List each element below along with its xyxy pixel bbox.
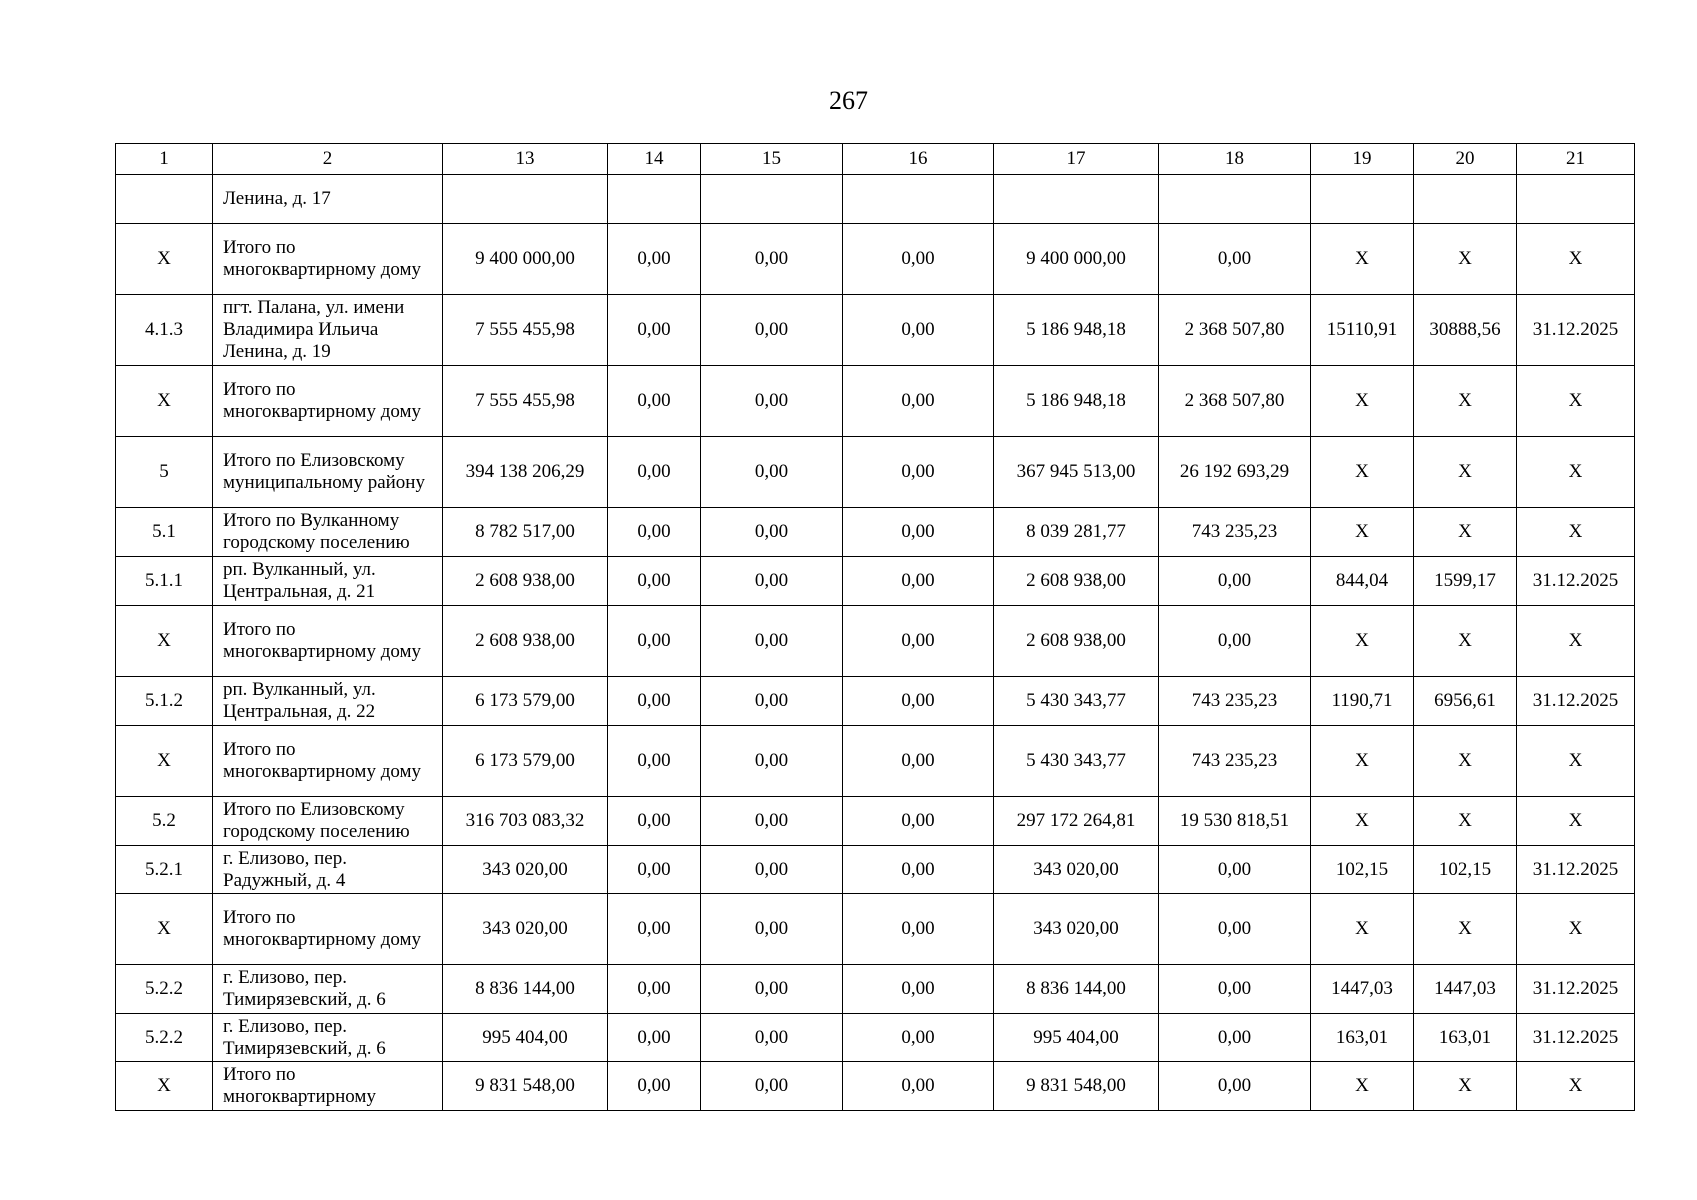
- value-cell: 9 831 548,00: [443, 1062, 608, 1111]
- address-cell: пгт. Палана, ул. имени Владимира Ильича Ленина, д. 19: [213, 295, 443, 366]
- address-cell: Итого по Вулканному городскому поселению: [213, 508, 443, 557]
- header-cell: 1: [116, 144, 213, 175]
- table-row: [116, 846, 1635, 894]
- value-cell: 0,00: [701, 1062, 843, 1111]
- value-cell: 8 039 281,77: [994, 508, 1159, 557]
- table-row: [116, 894, 1635, 965]
- address-cell: Итого по многоквартирному: [213, 1062, 443, 1111]
- table-row: [116, 1062, 1635, 1111]
- table-row: [116, 366, 1635, 437]
- header-cell: 19: [1311, 144, 1414, 175]
- table-row: [116, 1014, 1635, 1062]
- value-cell: X: [1311, 366, 1414, 437]
- value-cell: 844,04: [1311, 557, 1414, 606]
- value-cell: 6 173 579,00: [443, 726, 608, 797]
- row-number-cell: X: [116, 894, 213, 965]
- value-cell: 31.12.2025: [1517, 846, 1635, 894]
- value-cell: 0,00: [701, 557, 843, 606]
- value-cell: [608, 175, 701, 224]
- value-cell: 102,15: [1414, 846, 1517, 894]
- value-cell: X: [1311, 894, 1414, 965]
- row-number-cell: X: [116, 366, 213, 437]
- data-table: [115, 143, 1635, 1111]
- value-cell: 0,00: [701, 437, 843, 508]
- value-cell: 0,00: [608, 797, 701, 846]
- row-number-cell: 5: [116, 437, 213, 508]
- value-cell: 9 400 000,00: [994, 224, 1159, 295]
- value-cell: 0,00: [608, 437, 701, 508]
- address-cell: рп. Вулканный, ул. Центральная, д. 22: [213, 677, 443, 726]
- value-cell: [1517, 175, 1635, 224]
- page-number: 267: [829, 86, 868, 115]
- table-row: [116, 175, 1635, 224]
- value-cell: 31.12.2025: [1517, 1014, 1635, 1062]
- value-cell: X: [1517, 437, 1635, 508]
- table-row: [116, 437, 1635, 508]
- value-cell: 0,00: [1159, 557, 1311, 606]
- value-cell: X: [1414, 797, 1517, 846]
- header-row: [116, 144, 1635, 175]
- row-number-cell: 5.2.2: [116, 965, 213, 1014]
- value-cell: 0,00: [701, 366, 843, 437]
- value-cell: 0,00: [608, 894, 701, 965]
- value-cell: 343 020,00: [994, 846, 1159, 894]
- value-cell: 0,00: [843, 1014, 994, 1062]
- value-cell: 0,00: [701, 508, 843, 557]
- value-cell: 297 172 264,81: [994, 797, 1159, 846]
- value-cell: 0,00: [701, 295, 843, 366]
- value-cell: [701, 175, 843, 224]
- value-cell: 316 703 083,32: [443, 797, 608, 846]
- value-cell: 0,00: [843, 677, 994, 726]
- header-cell: 16: [843, 144, 994, 175]
- header-cell: 15: [701, 144, 843, 175]
- value-cell: 26 192 693,29: [1159, 437, 1311, 508]
- header-cell: 2: [213, 144, 443, 175]
- address-cell: Итого по многоквартирному дому: [213, 726, 443, 797]
- value-cell: 0,00: [843, 965, 994, 1014]
- value-cell: [843, 175, 994, 224]
- value-cell: 2 368 507,80: [1159, 366, 1311, 437]
- value-cell: 7 555 455,98: [443, 295, 608, 366]
- value-cell: 2 608 938,00: [994, 557, 1159, 606]
- value-cell: 0,00: [608, 846, 701, 894]
- address-cell: рп. Вулканный, ул. Центральная, д. 21: [213, 557, 443, 606]
- value-cell: 1447,03: [1414, 965, 1517, 1014]
- value-cell: 1447,03: [1311, 965, 1414, 1014]
- value-cell: 102,15: [1311, 846, 1414, 894]
- value-cell: 9 400 000,00: [443, 224, 608, 295]
- value-cell: 0,00: [843, 224, 994, 295]
- value-cell: [1414, 175, 1517, 224]
- value-cell: X: [1517, 1062, 1635, 1111]
- value-cell: 995 404,00: [994, 1014, 1159, 1062]
- value-cell: 394 138 206,29: [443, 437, 608, 508]
- value-cell: 0,00: [608, 1062, 701, 1111]
- value-cell: 0,00: [843, 508, 994, 557]
- value-cell: X: [1414, 366, 1517, 437]
- value-cell: X: [1311, 224, 1414, 295]
- value-cell: 0,00: [701, 965, 843, 1014]
- value-cell: 0,00: [701, 1014, 843, 1062]
- value-cell: 0,00: [701, 606, 843, 677]
- value-cell: X: [1414, 1062, 1517, 1111]
- value-cell: X: [1517, 797, 1635, 846]
- value-cell: 5 186 948,18: [994, 295, 1159, 366]
- value-cell: 0,00: [608, 606, 701, 677]
- row-number-cell: 5.2.1: [116, 846, 213, 894]
- value-cell: 0,00: [608, 508, 701, 557]
- table-row: [116, 726, 1635, 797]
- value-cell: 2 608 938,00: [443, 606, 608, 677]
- value-cell: 5 430 343,77: [994, 677, 1159, 726]
- address-cell: Итого по многоквартирному дому: [213, 606, 443, 677]
- value-cell: 0,00: [608, 726, 701, 797]
- value-cell: 995 404,00: [443, 1014, 608, 1062]
- row-number-cell: 4.1.3: [116, 295, 213, 366]
- value-cell: X: [1311, 508, 1414, 557]
- value-cell: X: [1517, 606, 1635, 677]
- row-number-cell: 5.2.2: [116, 1014, 213, 1062]
- value-cell: 6 173 579,00: [443, 677, 608, 726]
- value-cell: 8 782 517,00: [443, 508, 608, 557]
- row-number-cell: 5.1.2: [116, 677, 213, 726]
- table-row: [116, 557, 1635, 606]
- value-cell: 5 430 343,77: [994, 726, 1159, 797]
- header-cell: 14: [608, 144, 701, 175]
- value-cell: X: [1517, 894, 1635, 965]
- value-cell: 0,00: [1159, 894, 1311, 965]
- value-cell: 1190,71: [1311, 677, 1414, 726]
- address-cell: Ленина, д. 17: [213, 175, 443, 224]
- value-cell: 163,01: [1414, 1014, 1517, 1062]
- value-cell: X: [1311, 726, 1414, 797]
- table-row: [116, 965, 1635, 1014]
- value-cell: 743 235,23: [1159, 677, 1311, 726]
- table-row: [116, 508, 1635, 557]
- value-cell: 0,00: [843, 1062, 994, 1111]
- value-cell: 0,00: [701, 846, 843, 894]
- value-cell: X: [1311, 1062, 1414, 1111]
- value-cell: 2 608 938,00: [443, 557, 608, 606]
- table-row: [116, 295, 1635, 366]
- value-cell: 0,00: [1159, 224, 1311, 295]
- value-cell: 0,00: [608, 557, 701, 606]
- value-cell: X: [1517, 508, 1635, 557]
- value-cell: 0,00: [1159, 1062, 1311, 1111]
- value-cell: 1599,17: [1414, 557, 1517, 606]
- value-cell: X: [1517, 224, 1635, 295]
- value-cell: 0,00: [843, 606, 994, 677]
- value-cell: 2 608 938,00: [994, 606, 1159, 677]
- value-cell: 7 555 455,98: [443, 366, 608, 437]
- table-row: [116, 797, 1635, 846]
- value-cell: 367 945 513,00: [994, 437, 1159, 508]
- value-cell: X: [1414, 437, 1517, 508]
- row-number-cell: 5.1: [116, 508, 213, 557]
- value-cell: 0,00: [701, 224, 843, 295]
- value-cell: 8 836 144,00: [994, 965, 1159, 1014]
- value-cell: 163,01: [1311, 1014, 1414, 1062]
- value-cell: 15110,91: [1311, 295, 1414, 366]
- header-cell: 13: [443, 144, 608, 175]
- row-number-cell: X: [116, 726, 213, 797]
- value-cell: 0,00: [701, 797, 843, 846]
- value-cell: 2 368 507,80: [1159, 295, 1311, 366]
- value-cell: 31.12.2025: [1517, 965, 1635, 1014]
- value-cell: 31.12.2025: [1517, 295, 1635, 366]
- row-number-cell: X: [116, 224, 213, 295]
- value-cell: X: [1414, 726, 1517, 797]
- header-cell: 21: [1517, 144, 1635, 175]
- value-cell: 31.12.2025: [1517, 677, 1635, 726]
- value-cell: [1311, 175, 1414, 224]
- value-cell: 0,00: [608, 295, 701, 366]
- value-cell: 743 235,23: [1159, 508, 1311, 557]
- value-cell: [994, 175, 1159, 224]
- value-cell: 0,00: [1159, 965, 1311, 1014]
- value-cell: 743 235,23: [1159, 726, 1311, 797]
- value-cell: 0,00: [843, 295, 994, 366]
- value-cell: 5 186 948,18: [994, 366, 1159, 437]
- row-number-cell: X: [116, 1062, 213, 1111]
- value-cell: 0,00: [608, 1014, 701, 1062]
- value-cell: X: [1311, 797, 1414, 846]
- value-cell: 0,00: [843, 726, 994, 797]
- header-cell: 18: [1159, 144, 1311, 175]
- value-cell: 0,00: [608, 366, 701, 437]
- value-cell: X: [1311, 437, 1414, 508]
- value-cell: 31.12.2025: [1517, 557, 1635, 606]
- address-cell: Итого по многоквартирному дому: [213, 224, 443, 295]
- row-number-cell: 5.2: [116, 797, 213, 846]
- value-cell: 0,00: [843, 557, 994, 606]
- row-number-cell: 5.1.1: [116, 557, 213, 606]
- value-cell: 0,00: [843, 846, 994, 894]
- header-cell: 20: [1414, 144, 1517, 175]
- header-cell: 17: [994, 144, 1159, 175]
- address-cell: Итого по Елизовскому муниципальному району: [213, 437, 443, 508]
- value-cell: 0,00: [1159, 1014, 1311, 1062]
- value-cell: 0,00: [701, 677, 843, 726]
- value-cell: X: [1517, 366, 1635, 437]
- value-cell: 0,00: [608, 677, 701, 726]
- value-cell: 343 020,00: [994, 894, 1159, 965]
- value-cell: 19 530 818,51: [1159, 797, 1311, 846]
- table-row: [116, 677, 1635, 726]
- row-number-cell: X: [116, 606, 213, 677]
- address-cell: г. Елизово, пер. Тимирязевский, д. 6: [213, 965, 443, 1014]
- table-row: [116, 224, 1635, 295]
- value-cell: X: [1414, 894, 1517, 965]
- value-cell: 343 020,00: [443, 894, 608, 965]
- value-cell: [443, 175, 608, 224]
- value-cell: 6956,61: [1414, 677, 1517, 726]
- value-cell: 343 020,00: [443, 846, 608, 894]
- value-cell: 0,00: [843, 437, 994, 508]
- value-cell: 0,00: [701, 894, 843, 965]
- table-row: [116, 606, 1635, 677]
- address-cell: г. Елизово, пер. Радужный, д. 4: [213, 846, 443, 894]
- address-cell: г. Елизово, пер. Тимирязевский, д. 6: [213, 1014, 443, 1062]
- value-cell: X: [1414, 508, 1517, 557]
- value-cell: 9 831 548,00: [994, 1062, 1159, 1111]
- value-cell: 8 836 144,00: [443, 965, 608, 1014]
- row-number-cell: [116, 175, 213, 224]
- value-cell: 0,00: [608, 965, 701, 1014]
- value-cell: 0,00: [843, 366, 994, 437]
- value-cell: 30888,56: [1414, 295, 1517, 366]
- value-cell: 0,00: [608, 224, 701, 295]
- value-cell: X: [1414, 606, 1517, 677]
- value-cell: 0,00: [701, 726, 843, 797]
- address-cell: Итого по Елизовскому городскому поселению: [213, 797, 443, 846]
- value-cell: 0,00: [843, 797, 994, 846]
- value-cell: 0,00: [1159, 846, 1311, 894]
- value-cell: X: [1414, 224, 1517, 295]
- address-cell: Итого по многоквартирному дому: [213, 366, 443, 437]
- value-cell: [1159, 175, 1311, 224]
- value-cell: X: [1517, 726, 1635, 797]
- value-cell: X: [1311, 606, 1414, 677]
- address-cell: Итого по многоквартирному дому: [213, 894, 443, 965]
- value-cell: 0,00: [843, 894, 994, 965]
- value-cell: 0,00: [1159, 606, 1311, 677]
